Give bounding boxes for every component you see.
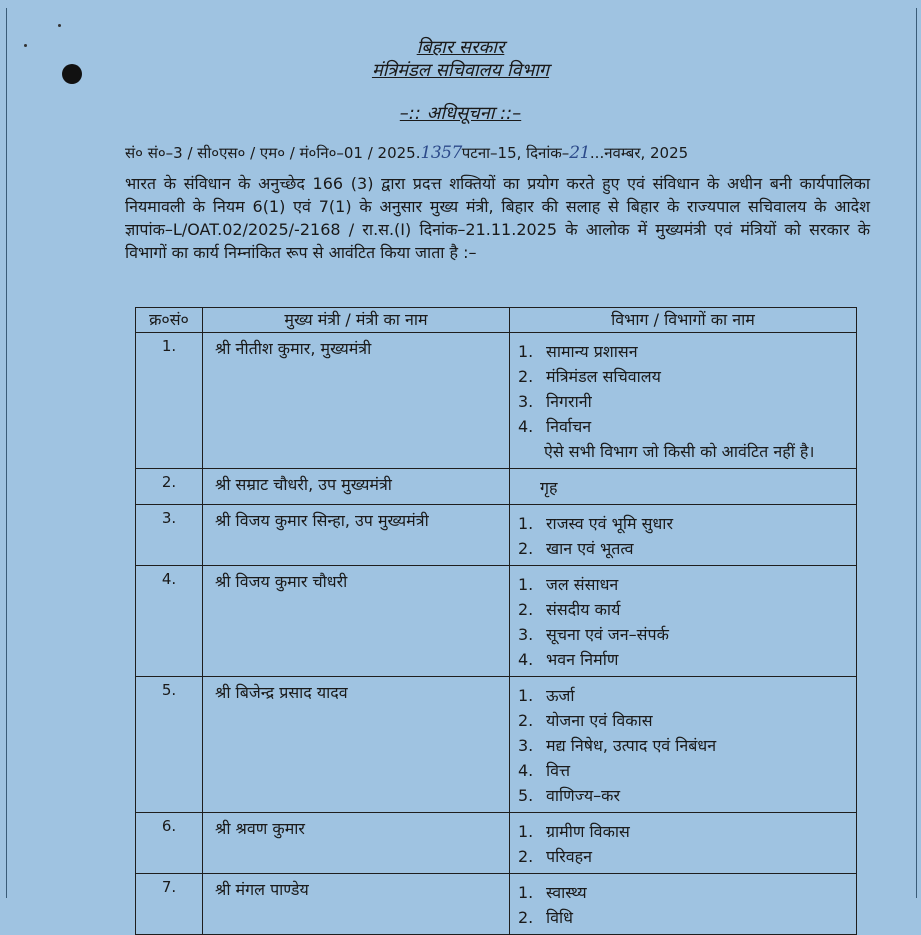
minister-name: श्री विजय कुमार सिन्हा, उप मुख्यमंत्री: [203, 505, 510, 566]
serial-number: 3.: [136, 505, 203, 566]
table-row: [136, 469, 857, 505]
department-label: खान एवं भूतत्व: [546, 539, 634, 558]
department-item: [518, 572, 846, 597]
document-header: [0, 36, 921, 82]
table-row: [136, 566, 857, 677]
department-item: [518, 683, 846, 708]
minister-name: श्री नीतीश कुमार, मुख्यमंत्री: [203, 333, 510, 469]
government-name: बिहार सरकार: [416, 37, 505, 58]
department-item: गृह: [540, 478, 558, 497]
table-row: [136, 813, 857, 874]
table-row: [136, 677, 857, 813]
department-list: [510, 874, 857, 935]
scan-speck: [58, 24, 61, 27]
name-header: मुख्य मंत्री / मंत्री का नाम: [203, 308, 510, 333]
reference-place: पटना–15, दिनांक–: [461, 144, 570, 162]
department-name: मंत्रिमंडल सचिवालय विभाग: [371, 60, 550, 81]
department-list: [510, 813, 857, 874]
department-item: [518, 511, 846, 536]
minister-name: श्री श्रवण कुमार: [203, 813, 510, 874]
department-label: विधि: [546, 908, 574, 927]
department-index: 1.: [518, 342, 534, 361]
allocation-table: [135, 307, 857, 935]
notification-title: –:: अधिसूचना ::–: [399, 103, 522, 124]
department-list: [510, 677, 857, 813]
department-label: स्वास्थ्य: [546, 883, 587, 902]
department-index: 2.: [518, 908, 534, 927]
serial-number: 1.: [136, 333, 203, 469]
minister-name: श्री मंगल पाण्डेय: [203, 874, 510, 935]
table-row: [136, 505, 857, 566]
serial-number: 7.: [136, 874, 203, 935]
department-index: 4.: [518, 417, 534, 436]
department-item: [518, 708, 846, 733]
department-list: [510, 469, 857, 505]
department-item: [518, 758, 846, 783]
department-item: [518, 844, 846, 869]
serial-number: 4.: [136, 566, 203, 677]
table-header-row: [136, 308, 857, 333]
department-index: 1.: [518, 883, 534, 902]
department-item: [518, 733, 846, 758]
department-index: 4.: [518, 761, 534, 780]
serial-number: 6.: [136, 813, 203, 874]
department-label: वाणिज्य–कर: [546, 786, 621, 805]
table-row: [136, 333, 857, 469]
department-label: परिवहन: [546, 847, 593, 866]
minister-name: श्री बिजेन्द्र प्रसाद यादव: [203, 677, 510, 813]
notification-paragraph: भारत के संविधान के अनुच्छेद 166 (3) द्वारा प्रदत्त शक्तियों का प्रयोग करते हुए एवं संविधान के अधीन बनी कार्यपालिका नियमावली के नियम 6(1) एवं 7(1) के अनुसार मुख्य मंत्री, बिहार की सलाह से बिहार के राज्यपाल सचिवालय के आदेश ज्ञापांक–L/OAT.02/2025/-2168 / रा.स.(I) दिनांक–21.11.2025 के आलोक में मुख्यमंत्री एवं मंत्रियों को सरकार के विभागों का कार्य निम्नांकित रूप से आवंटित किया जाता है :–: [125, 174, 870, 262]
department-item: [518, 880, 846, 905]
department-list: [510, 566, 857, 677]
department-item: [518, 597, 846, 622]
department-item: [518, 364, 846, 389]
department-item: [518, 414, 846, 439]
minister-name: श्री सम्राट चौधरी, उप मुख्यमंत्री: [203, 469, 510, 505]
department-label: ग्रामीण विकास: [546, 822, 630, 841]
department-index: 2.: [518, 367, 534, 386]
department-index: 5.: [518, 786, 534, 805]
department-index: 3.: [518, 392, 534, 411]
department-index: 1.: [518, 514, 534, 533]
department-index: 2.: [518, 847, 534, 866]
department-label: मंत्रिमंडल सचिवालय: [546, 367, 661, 386]
department-item: [518, 339, 846, 364]
department-item: [518, 622, 846, 647]
departments-header: विभाग / विभागों का नाम: [510, 308, 857, 333]
handwritten-day: 21: [569, 143, 590, 163]
department-item: [518, 647, 846, 672]
minister-name: श्री विजय कुमार चौधरी: [203, 566, 510, 677]
serial-header: क्र०सं०: [136, 308, 203, 333]
department-label: सूचना एवं जन–संपर्क: [546, 625, 669, 644]
department-label: भवन निर्माण: [546, 650, 619, 669]
unallocated-note: ऐसे सभी विभाग जो किसी को आवंटित नहीं है।: [544, 442, 815, 461]
department-index: 2.: [518, 711, 534, 730]
department-item: [518, 783, 846, 808]
department-index: 1.: [518, 822, 534, 841]
department-item: [518, 389, 846, 414]
department-label: सामान्य प्रशासन: [546, 342, 638, 361]
reference-month-year: ...नवम्बर, 2025: [589, 144, 689, 162]
table-body: [136, 333, 857, 935]
table-row: [136, 874, 857, 935]
department-index: 2.: [518, 600, 534, 619]
department-label: संसदीय कार्य: [546, 600, 621, 619]
reference-number: सं० सं०–3 / सी०एस० / एम० / मं०नि०–01 / 2025.: [125, 144, 421, 162]
department-item: [518, 819, 846, 844]
handwritten-number: 1357: [420, 143, 462, 163]
department-index: 1.: [518, 686, 534, 705]
department-index: 3.: [518, 736, 534, 755]
department-index: 4.: [518, 650, 534, 669]
department-index: 2.: [518, 539, 534, 558]
reference-line: [125, 143, 688, 163]
department-item: [518, 905, 846, 930]
department-list: [510, 333, 857, 469]
department-label: जल संसाधन: [546, 575, 619, 594]
department-label: मद्य निषेध, उत्पाद एवं निबंधन: [546, 736, 717, 755]
department-label: ऊर्जा: [546, 686, 575, 705]
department-label: वित्त: [546, 761, 571, 780]
department-index: 1.: [518, 575, 534, 594]
serial-number: 5.: [136, 677, 203, 813]
department-index: 3.: [518, 625, 534, 644]
department-label: राजस्व एवं भूमि सुधार: [546, 514, 673, 533]
department-label: निगरानी: [546, 392, 592, 411]
department-item: [518, 536, 846, 561]
department-label: योजना एवं विकास: [546, 711, 653, 730]
serial-number: 2.: [136, 469, 203, 505]
department-label: निर्वाचन: [546, 417, 592, 436]
department-list: [510, 505, 857, 566]
